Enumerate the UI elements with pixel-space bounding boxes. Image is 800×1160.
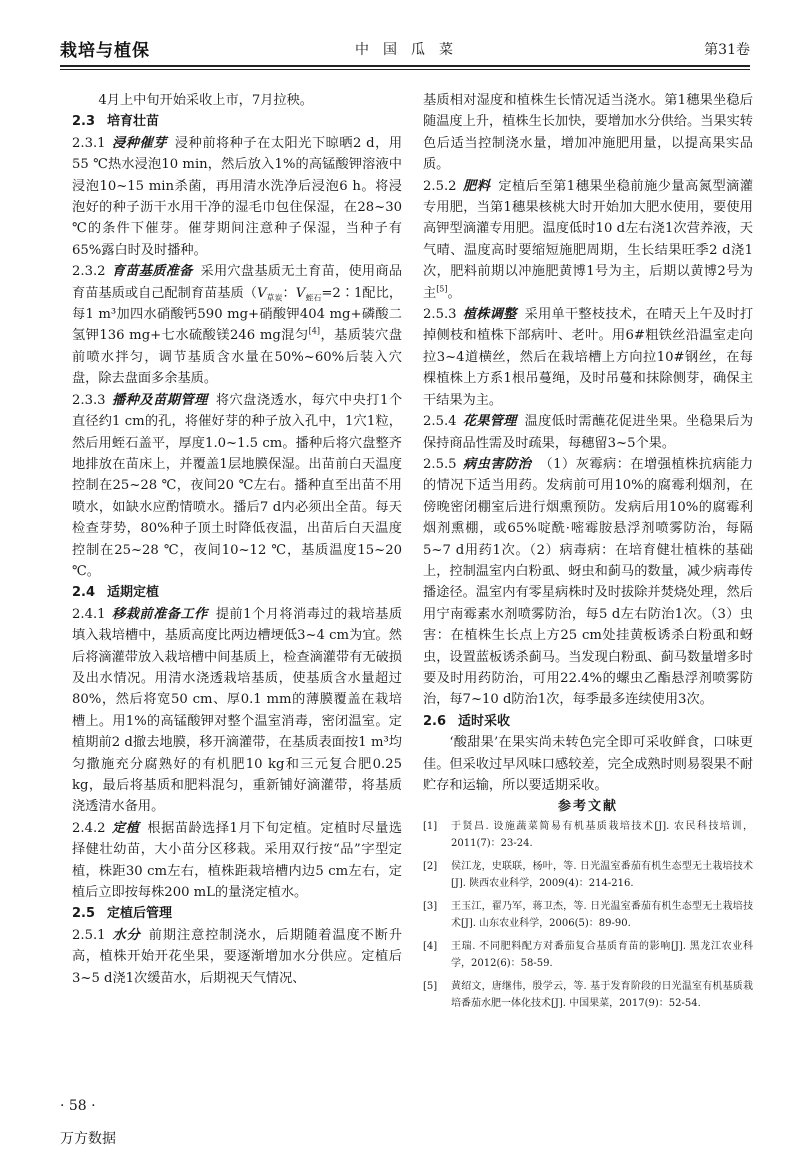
subsection-2-5-2: 2.5.2 肥料 定植后至第1穗果坐稳前施少量高氮型滴灌专用肥，当第1穗果核桃大时开始加大肥水使用，要使用高钾型滴灌专用肥。温度低时10 d左右浇1次营养液，天气晴、温度高时要缩短施肥周期，生长结果旺季2 d浇1次，肥料前期以冲施肥黄博1号为主，后期以黄博2号为主[5]。 bbox=[423, 178, 754, 301]
references-title: 参考文献 bbox=[557, 799, 618, 815]
subsection-2-3-1: 2.3.1 浸种催芽 浸种前将种子在太阳光下晾晒2 d，用55 ℃热水浸泡10 min，然后放入1%的高锰酸钾溶液中浸泡10~15 min杀菌，再用清水洗净后浸泡6 h。将浸泡好的种子沥干水用干净的湿毛巾包住保湿，在28~30 ℃的条件下催芽。催芽期间注意种子保湿，当种子有65%露白时及时播种。 bbox=[72, 135, 403, 258]
watermark-text: 万方数据 bbox=[60, 1131, 116, 1147]
right-column bbox=[423, 90, 753, 1018]
subsection-2-4-1: 2.4.1 移栽前准备工作 提前1个月将消毒过的栽培基质填入栽培槽中，基质高度比两边槽埂低3~4 cm为宜。然后将滴灌带放入栽培槽中间基质上，检查滴灌带有无破损及出水情况。用清水浇透栽培基质，使基质含水量超过80%，然后将宽50 cm、厚0.1 mm的薄膜覆盖在栽培槽上。用1%的高锰酸钾对整个温室消毒，密闭温室。定植期前2 d撤去地膜，移开滴灌带，在基质表面按1 m³均匀撒施充分腐熟好的有机肥10 kg和三元复合肥0.25 kg，最后将基质和肥料混匀，重新铺好滴灌带，将基质浇透清水备用。 bbox=[72, 606, 403, 815]
running-header bbox=[60, 32, 750, 74]
header-rule-thin bbox=[60, 69, 750, 70]
section-heading-2-6: 2.6 适时采收 bbox=[423, 713, 511, 729]
reference-item: [5] 黄绍文，唐继伟，殷学云，等. 基于发育阶段的日光温室有机基质栽培番茄水肥一体化技术[J]. 中国果菜，2017(9)：52-54. bbox=[423, 981, 753, 1010]
subsection-2-4-2: 2.4.2 定植 根据苗龄选择1月下旬定植。定植时尽量选择健壮幼苗，大小苗分区移栽。采用双行按“品”字型定植，株距30 cm左右，植株距栽培槽内边5 cm左右，定植后立即按每株200 mL的量浇定植水。 bbox=[72, 820, 403, 901]
section-heading-2-4: 2.4 适期定植 bbox=[72, 585, 160, 601]
section-heading-2-3: 2.3 培育壮苗 bbox=[72, 114, 160, 130]
subsection-2-3-2: 2.3.2 育苗基质准备 采用穴盘基质无土育苗，使用商品育苗基质或自己配制育苗基质（$V_{草炭}$：$V_{蛭石}=2∶1$配比，每1 m³加四水硝酸钙590 mg+硝酸钾404 mg+磷酸二氢钾136 mg+七水硫酸镁246 mg混匀[4]，基质装穴盘前喷水拌匀，调节基质含水量在50%~60%后装入穴盘，除去盘面多余基质。 bbox=[72, 264, 403, 387]
journal-title: 中国瓜菜 bbox=[355, 42, 467, 58]
citation: [5] bbox=[436, 284, 448, 294]
subsection-2-5-3: 2.5.3 植株调整 采用单干整枝技术，在晴天上午及时打掉侧枝和植株下部病叶、老叶。用6#粗铁丝沿温室走向拉3~4道横丝，然后在栽培槽上方向拉10#钢丝，在每棵植株上方系1根吊蔓绳，及时吊蔓和抹除侧芽，确保主干结果为主。 bbox=[423, 307, 754, 408]
paragraph: 4月上中旬开始采收上市，7月拉秧。 bbox=[98, 93, 313, 108]
reference-item: [3] 王玉江，翟乃军，蒋卫杰，等. 日光温室番茄有机生态型无土栽培技术[J]. 山东农业科学，2006(5)：89-90. bbox=[423, 901, 753, 930]
paragraph-continued: 基质相对湿度和植株生长情况适当浇水。第1穗果坐稳后随温度上升，植株生长加快，要增加水分供给。当果实转色后适当控制浇水量，增加冲施肥用量，以提高果实品质。 bbox=[423, 93, 753, 173]
reference-item: [2] 侯江龙，史联联，杨叶，等. 日光温室番茄有机生态型无土栽培技术[J]. 陕西农业科学，2009(4)：214-216. bbox=[423, 861, 753, 890]
subsection-2-5-1: 2.5.1 水分 前期注意控制浇水，后期随着温度不断升高，植株开始开花坐果，要逐渐增加水分供应。定植后3~5 d浇1次缓苗水，后期视天气情况、 bbox=[72, 927, 403, 986]
references-list bbox=[423, 818, 753, 1012]
left-column bbox=[72, 90, 402, 989]
reference-item: [1] 于贤昌. 设施蔬菜简易有机基质栽培技术[J]. 农民科技培训，2011(7)：23-24. bbox=[423, 821, 753, 850]
section-heading-2-5: 2.5 定植后管理 bbox=[72, 906, 173, 922]
header-rule bbox=[60, 65, 750, 67]
page-number: · 58 · bbox=[60, 1098, 96, 1114]
paragraph: ‘酸甜果’在果实尚未转色完全即可采收鲜食，口味更佳。但采收过早风味口感较差，完全成熟时则易裂果不耐贮存和运输，所以要适期采收。 bbox=[423, 735, 753, 793]
volume-number: 第31卷 bbox=[704, 42, 750, 58]
citation: [4] bbox=[308, 327, 320, 337]
subsection-2-5-4: 2.5.4 花果管理 温度低时需蘸花促进坐果。坐稳果后为保持商品性需及时疏果，每穗留3~5个果。 bbox=[423, 414, 754, 451]
subsection-2-3-3: 2.3.3 播种及苗期管理 将穴盘浇透水，每穴中央打1个直径约1 cm的孔，将催好芽的种子放入孔中，1穴1粒，然后用蛭石盖平，厚度1.0~1.5 cm。播种后将穴盘整齐地排放在苗床上，并覆盖1层地膜保湿。出苗前白天温度控制在25~28 ℃，夜间20 ℃左右。播种直至出苗不用喷水，如缺水应酌情喷水。播后7 d内必须出全苗。每天检查芽势，80%种子顶土时降低夜温，出苗后白天温度控制在25~28 ℃，夜间10~12 ℃，基质温度15~20 ℃。 bbox=[72, 392, 403, 579]
section-tag: 栽培与植保 bbox=[60, 41, 150, 61]
subsection-2-5-5: 2.5.5 病虫害防治 （1）灰霉病：在增强植株抗病能力的情况下适当用药。发病前可用10%的腐霉利烟剂，在傍晚密闭棚室后进行烟熏预防。发病后用10%的腐霉利烟剂熏棚，或65%啶酰·嘧霉胺悬浮剂喷雾防治，每隔5~7 d用药1次。（2）病毒病：在培育健壮植株的基础上，控制温室内白粉虱、蚜虫和蓟马的数量，减少病毒传播途径。温室内有零星病株时及时拔除并焚烧处理，然后用宁南霉素水剂喷雾防治，每5 d左右防治1次。（3）虫害：在植株生长点上方25 cm处挂黄板诱杀白粉虱和蚜虫，设置蓝板诱杀蓟马。当发现白粉虱、蓟马数量增多时要及时用药防治，可用22.4%的螺虫乙酯悬浮剂喷雾防治，每7~10 d防治1次，每季最多连续使用3次。 bbox=[423, 456, 754, 708]
reference-item: [4] 王瑞. 不同肥料配方对番茄复合基质育苗的影响[J]. 黑龙江农业科学，2012(6)：58-59. bbox=[423, 941, 753, 970]
